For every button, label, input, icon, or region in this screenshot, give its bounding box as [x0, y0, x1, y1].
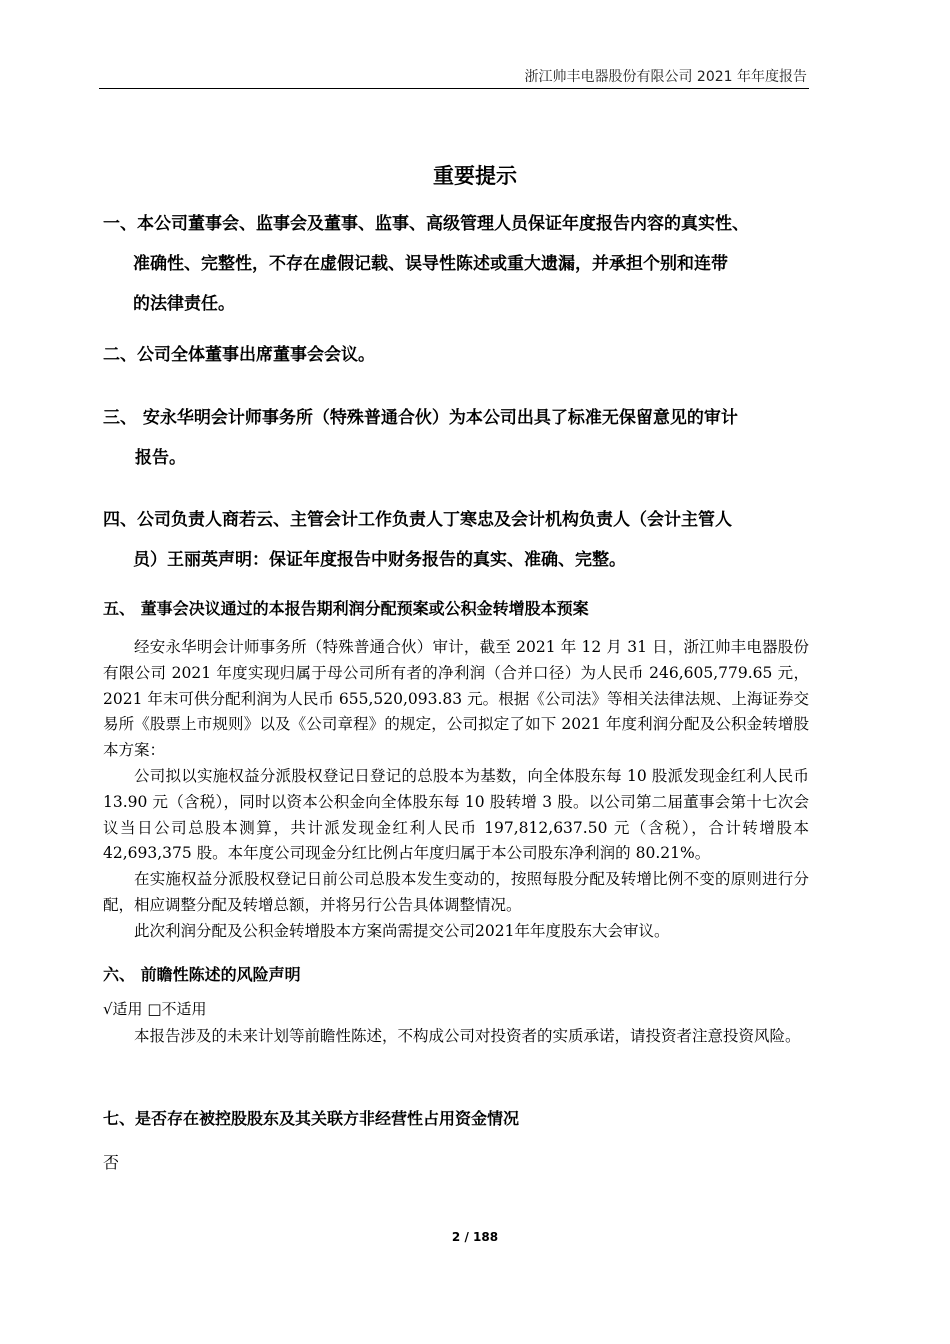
section-4: [103, 500, 811, 580]
header-divider: [99, 88, 809, 89]
section-7-heading-text: 七、是否存在被控股股东及其关联方非经营性占用资金情况: [103, 1109, 520, 1128]
section-1-line-2: 准确性、完整性，不存在虚假记载、误导性陈述或重大遗漏，并承担个别和连带: [133, 254, 728, 274]
section-5-paragraph-2: 公司拟以实施权益分派股权登记日登记的总股本为基数，向全体股东每 10 股派发现金红利人民币 13.90 元（含税），同时以资本公积金向全体股东每 10 股转增 3 股。以公司第二届董事会第十七次会议当日公司总股本测算，共计派发现金红利人民币 197,812,637.50 元（含税），合计转增股本 42,693,375 股。本年度公司现金分红比例占年度归属于本公司股东净利润的 80.21%。: [103, 766, 809, 863]
section-4-line-2: 员）王丽英声明：保证年度报告中财务报告的真实、准确、完整。: [133, 550, 626, 570]
section-6-body: [103, 1024, 809, 1050]
section-5-paragraph-4: 此次利润分配及公积金转增股本方案尚需提交公司2021年年度股东大会审议。: [134, 921, 670, 940]
section-2-text: 二、公司全体董事出席董事会会议。: [103, 345, 375, 365]
section-1: [103, 204, 811, 324]
page-number: 2 / 188: [451, 1230, 499, 1244]
section-5-paragraph-1: 经安永华明会计师事务所（特殊普通合伙）审计，截至 2021 年 12 月 31 日，浙江帅丰电器股份有限公司 2021 年度实现归属于母公司所有者的净利润（合并口径）为人民币 246,605,779.65 元，2021 年末可供分配利润为人民币 655,520,093.83 元。根据《公司法》等相关法律法规、上海证券交易所《股票上市规则》以及《公司章程》的规定，公司拟定了如下 2021 年度利润分配及公积金转增股本方案：: [103, 638, 809, 760]
page-title: 重要提示: [433, 164, 517, 188]
section-6-paragraph: 本报告涉及的未来计划等前瞻性陈述，不构成公司对投资者的实质承诺，请投资者注意投资风险。: [134, 1027, 801, 1045]
section-7-heading: [103, 1104, 811, 1134]
section-5-heading: [103, 594, 811, 624]
section-7-answer: 否: [103, 1153, 120, 1172]
section-6-heading: [103, 960, 811, 990]
section-5-paragraph-3: 在实施权益分派股权登记日前公司总股本发生变动的，按照每股分配及转增比例不变的原则进行分配，相应调整分配及转增总额，并将另行公告具体调整情况。: [103, 870, 809, 914]
section-5-heading-text: 五、 董事会决议通过的本报告期利润分配预案或公积金转增股本预案: [103, 599, 589, 618]
section-4-line-1: 四、公司负责人商若云、主管会计工作负责人丁寒忠及会计机构负责人（会计主管人: [103, 510, 732, 530]
section-1-line-1: 一、本公司董事会、监事会及董事、监事、高级管理人员保证年度报告内容的真实性、: [103, 214, 749, 234]
section-3-line-2: 报告。: [135, 448, 186, 468]
section-6-heading-text: 六、 前瞻性陈述的风险声明: [103, 965, 301, 984]
report-header-title: 浙江帅丰电器股份有限公司 2021 年年度报告: [524, 69, 807, 85]
section-5-body: [103, 635, 809, 945]
section-3: [103, 398, 811, 478]
applicability-options: √适用 □不适用: [103, 1000, 207, 1018]
section-1-line-3: 的法律责任。: [133, 294, 235, 314]
section-2: [103, 335, 811, 375]
section-3-line-1: 三、 安永华明会计师事务所（特殊普通合伙）为本公司出具了标准无保留意见的审计: [103, 408, 738, 428]
